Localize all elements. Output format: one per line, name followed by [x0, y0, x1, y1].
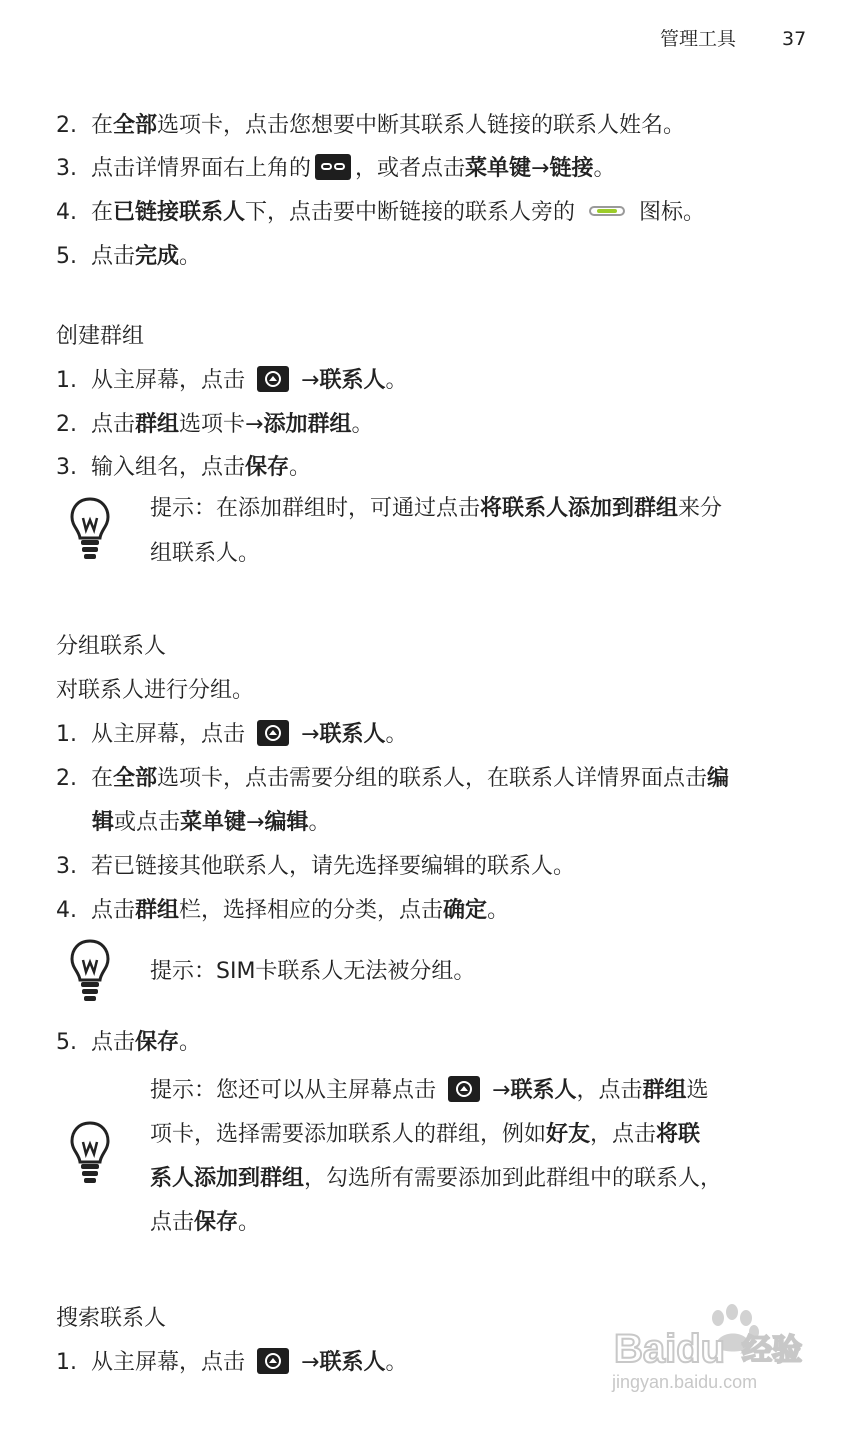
- tip-text: ，点击: [576, 1078, 643, 1103]
- step-number: 5.: [56, 244, 77, 269]
- step-keyword: 编辑: [264, 810, 309, 835]
- step-keyword: 全部: [113, 766, 158, 791]
- step-number: 5.: [56, 1030, 77, 1055]
- group-contacts-description: 对联系人进行分组。: [56, 678, 255, 703]
- search-contacts-step-1: [56, 1348, 407, 1378]
- tip-keyword: 保存: [194, 1210, 239, 1235]
- step-keyword: 联系人: [319, 1350, 386, 1375]
- unlink-icon: [585, 200, 629, 222]
- step-text: 点击: [91, 898, 136, 923]
- tip-keyword: 系人添加到群组: [150, 1166, 305, 1191]
- step-keyword: 联系人: [319, 722, 386, 747]
- step-number: 1.: [56, 368, 77, 393]
- step-text: 栏，选择相应的分类，点击: [179, 898, 444, 923]
- step-text: 选项卡，点击需要分组的联系人，在联系人详情界面点击: [157, 766, 708, 791]
- step-text: 。: [289, 455, 312, 480]
- all-apps-icon: [257, 720, 289, 746]
- group-contacts-step-5: [56, 1028, 201, 1058]
- step-text: 点击: [91, 1030, 136, 1055]
- arrow: →: [531, 156, 550, 181]
- tip-keyword: 联系人: [510, 1078, 577, 1103]
- section-title-create-group: 创建群组: [56, 324, 145, 349]
- tip-text: ，勾选所有需要添加到此群组中的联系人，: [304, 1166, 723, 1191]
- step-text: 。: [593, 156, 616, 181]
- step-5-unlink: [56, 242, 201, 272]
- step-keyword: 菜单键: [180, 810, 247, 835]
- group-contacts-tip2-line2: [150, 1120, 700, 1150]
- lightbulb-icon: [68, 496, 112, 562]
- create-group-step-2: [56, 410, 374, 440]
- arrow: →: [301, 722, 320, 747]
- step-keyword: 辑: [92, 810, 115, 835]
- create-group-tip-line2: 组联系人。: [150, 541, 261, 566]
- step-number: 3.: [56, 854, 77, 879]
- watermark-url: jingyan.baidu.com: [612, 1372, 758, 1392]
- group-contacts-step-3: [56, 852, 575, 882]
- step-text: 从主屏幕，点击: [91, 722, 246, 747]
- section-title-group-contacts: 分组联系人: [56, 634, 167, 659]
- step-keyword: 群组: [135, 412, 180, 437]
- link-icon: [315, 154, 351, 180]
- tip-text: 点击: [150, 1210, 195, 1235]
- step-text: 。: [385, 368, 408, 393]
- all-apps-icon: [257, 1348, 289, 1374]
- step-text: 在: [91, 113, 114, 138]
- step-text: 点击: [91, 244, 136, 269]
- group-contacts-step-2-line2: [92, 808, 331, 838]
- step-keyword: 全部: [113, 113, 158, 138]
- step-text: 选项卡，点击您想要中断其联系人链接的联系人姓名。: [157, 113, 686, 138]
- step-number: 4.: [56, 200, 77, 225]
- group-contacts-tip2-line4: [150, 1208, 260, 1238]
- all-apps-icon: [257, 366, 289, 392]
- arrow: →: [492, 1078, 511, 1103]
- all-apps-icon: [448, 1076, 480, 1102]
- create-group-tip: [150, 494, 722, 524]
- header-section-title: 管理工具: [660, 28, 737, 50]
- step-text: 。: [385, 1350, 408, 1375]
- step-keyword: 联系人: [319, 368, 386, 393]
- step-number: 2.: [56, 766, 77, 791]
- step-keyword: 链接: [549, 156, 594, 181]
- group-contacts-tip2-line1: [150, 1076, 709, 1106]
- step-keyword: 保存: [245, 455, 290, 480]
- arrow: →: [301, 1350, 320, 1375]
- step-text: 点击: [91, 412, 136, 437]
- step-4-unlink: [56, 198, 705, 228]
- group-contacts-tip-sim: 提示：SIM卡联系人无法被分组。: [150, 959, 476, 984]
- step-text: 。: [179, 244, 202, 269]
- step-number: 3.: [56, 455, 77, 480]
- step-keyword: 保存: [135, 1030, 180, 1055]
- step-text: 输入组名，点击: [91, 455, 246, 480]
- page-number: 37: [782, 28, 807, 50]
- tip-keyword: 好友: [546, 1122, 591, 1147]
- tip-text: 。: [238, 1210, 261, 1235]
- watermark-brand: Baidu: [614, 1327, 726, 1371]
- step-text: ，或者点击: [355, 156, 466, 181]
- step-text: 从主屏幕，点击: [91, 368, 246, 393]
- baidu-jingyan-watermark: [610, 1300, 820, 1400]
- tip-text: 提示：在添加群组时，可通过点击: [150, 496, 481, 521]
- step-keyword: 群组: [135, 898, 180, 923]
- step-text: 或点击: [114, 810, 181, 835]
- step-text: 。: [179, 1030, 202, 1055]
- step-keyword: 已链接联系人: [113, 200, 246, 225]
- step-keyword: 确定: [443, 898, 488, 923]
- group-contacts-tip2-line3: [150, 1164, 722, 1194]
- step-text: 。: [308, 810, 331, 835]
- section-title-search-contacts: 搜索联系人: [56, 1306, 167, 1331]
- lightbulb-icon: [68, 1120, 112, 1186]
- tip-text: ，点击: [590, 1122, 657, 1147]
- create-group-step-1: [56, 366, 407, 396]
- step-number: 2.: [56, 412, 77, 437]
- group-contacts-step-2: [56, 764, 729, 794]
- step-3-unlink: [56, 154, 616, 184]
- step-text: 。: [487, 898, 510, 923]
- step-keyword: 完成: [135, 244, 180, 269]
- step-number: 3.: [56, 156, 77, 181]
- step-text: 在: [91, 200, 114, 225]
- step-text: 从主屏幕，点击: [91, 1350, 246, 1375]
- tip-text: 选: [686, 1078, 709, 1103]
- step-number: 2.: [56, 113, 77, 138]
- arrow: →: [245, 412, 264, 437]
- tip-text: 项卡，选择需要添加联系人的群组，例如: [150, 1122, 547, 1147]
- group-contacts-step-4: [56, 896, 509, 926]
- tip-text: 提示：您还可以从主屏幕点击: [150, 1078, 437, 1103]
- step-text: 点击详情界面右上角的: [91, 156, 312, 181]
- step-number: 1.: [56, 722, 77, 747]
- step-text: 图标。: [639, 200, 706, 225]
- step-2-unlink: [56, 111, 685, 141]
- watermark-brand-cn: 经验: [742, 1333, 802, 1368]
- step-text: 选项卡: [179, 412, 246, 437]
- step-keyword: 菜单键: [465, 156, 532, 181]
- lightbulb-icon: [68, 938, 112, 1004]
- step-text: 在: [91, 766, 114, 791]
- arrow: →: [301, 368, 320, 393]
- tip-text: 来分: [678, 496, 723, 521]
- tip-keyword: 将联: [656, 1122, 701, 1147]
- create-group-step-3: [56, 453, 311, 483]
- step-text: 下，点击要中断链接的联系人旁的: [245, 200, 576, 225]
- step-number: 1.: [56, 1350, 77, 1375]
- step-text: 。: [351, 412, 374, 437]
- step-text: 若已链接其他联系人，请先选择要编辑的联系人。: [91, 854, 576, 879]
- step-text: 。: [385, 722, 408, 747]
- arrow: →: [246, 810, 265, 835]
- step-keyword: 添加群组: [263, 412, 352, 437]
- group-contacts-step-1: [56, 720, 407, 750]
- step-number: 4.: [56, 898, 77, 923]
- step-keyword: 编: [707, 766, 730, 791]
- tip-keyword: 群组: [642, 1078, 687, 1103]
- tip-keyword: 将联系人添加到群组: [480, 496, 679, 521]
